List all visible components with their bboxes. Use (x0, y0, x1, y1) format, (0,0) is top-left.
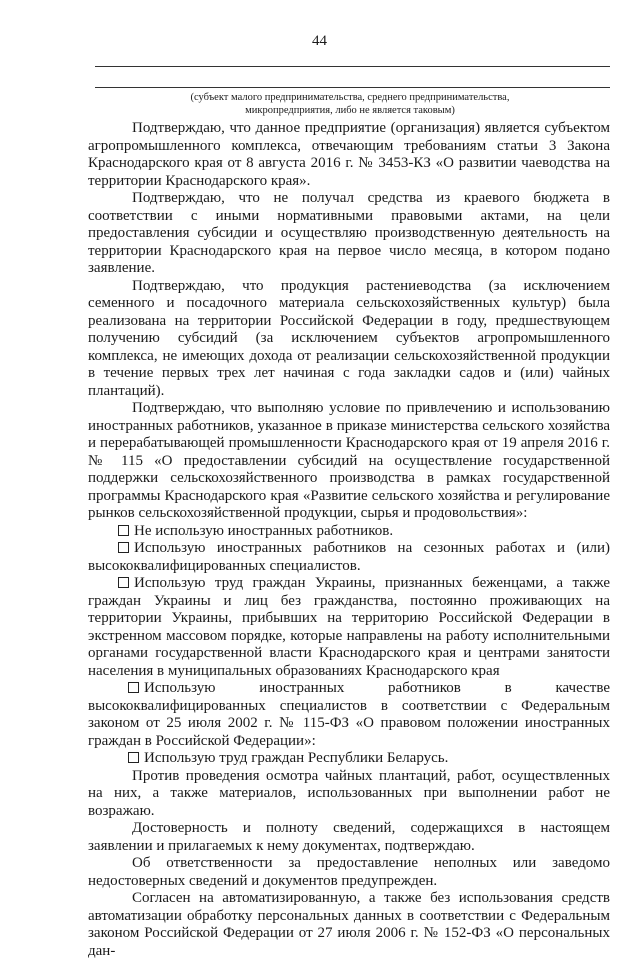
subject-caption-line: (субъект малого предпринимательства, среднего предпринимательства, (190, 92, 510, 103)
subject-caption-line: микропредприятия, либо не является таковым) (245, 105, 455, 116)
document-body (88, 120, 610, 960)
option-ukraine-citizens[interactable] (88, 575, 610, 680)
option-belarus-citizens[interactable] (88, 750, 610, 768)
paragraph-agro-subject: Подтверждаю, что данное предприятие (организация) является субъектом агропромышленного комплекса, отвечающим требованиям статьи 3 Закона Краснодарского края от 8 августа 2016 г. № 3453-КЗ «О развитии чаеводства на территории Краснодарского края». (88, 120, 610, 189)
checkbox[interactable] (118, 525, 129, 536)
paragraph-accuracy-confirmation: Достоверность и полноту сведений, содержащихся в настоящем заявлении и прилагаемых к нему документах, подтверждаю. (88, 820, 610, 854)
option-label: Использую труд граждан Украины, признанных беженцами, а также граждан Украины и лиц без гражданства, постоянно проживающих на территории Украины, прибывших на территорию Российской Федерации в экстренном массовом порядке, которые направлены на работу исполнительными органами государственной власти Краснодарского края и центрами занятости населения в муниципальных образованиях Краснодарского края (88, 575, 610, 679)
checkbox[interactable] (128, 682, 139, 693)
subject-field-line (95, 87, 610, 88)
page-number: 44 (312, 33, 327, 49)
subject-field-caption (150, 91, 550, 117)
header-rule (95, 66, 610, 67)
option-label: Использую иностранных работников на сезонных работах и (или) высококвалифицированных специалистов. (88, 540, 610, 574)
option-highly-qualified[interactable] (88, 680, 610, 750)
paragraph-responsibility-warning: Об ответственности за предоставление неполных или заведомо недостоверных сведений и документов предупрежден. (88, 855, 610, 889)
option-label: Использую иностранных работников в качестве высококвалифицированных специалистов в соответствии с Федеральным законом от 25 июля 2002 г. № 115-ФЗ «О правовом положении иностранных граждан в Российской Федерации»: (88, 680, 610, 749)
option-label: Не использую иностранных работников. (134, 522, 394, 539)
option-seasonal-workers[interactable] (88, 540, 610, 575)
paragraph-inspection-consent: Против проведения осмотра чайных плантаций, работ, осуществленных на них, а также материалов, использованных при выполнении работ не возражаю. (88, 767, 610, 819)
paragraph-personal-data-consent: Согласен на автоматизированную, а также без использования средств автоматизации обработку персональных данных в соответствии с Федеральным законом Российской Федерации от 27 июля 2006 г. № 152-ФЗ «О персональных дан- (88, 890, 610, 959)
paragraph-crop-sales: Подтверждаю, что продукция растениеводства (за исключением семенного и посадочного материала сельскохозяйственных культур) была реализована на территории Российской Федерации в году, предшествующем получению субсидий (за исключением субъектов агропромышленного комплекса, не имеющих дохода от реализации сельскохозяйственной продукции в течение первых трех лет начиная с года закладки садов и (или) чайных плантаций). (88, 277, 610, 399)
option-no-foreign-workers[interactable] (88, 523, 610, 541)
option-label: Использую труд граждан Республики Беларусь. (144, 750, 449, 766)
paragraph-foreign-workers: Подтверждаю, что выполняю условие по привлечению и использованию иностранных работников, указанное в приказе министерства сельского хозяйства и перерабатывающей промышленности Краснодарского края от 19 апреля 2016 г. № 115 «О предоставлении субсидий на осуществление государственной поддержки сельскохозяйственного производства в рамках государственной программы Краснодарского края «Развитие сельского хозяйства и регулирование рынков сельскохозяйственной продукции, сырья и продовольствия»: (88, 400, 610, 521)
paragraph-no-budget-funds: Подтверждаю, что не получал средства из краевого бюджета в соответствии с иными нормативными правовыми актами, на цели предоставления субсидии и осуществляю производственную деятельность на территории Краснодарского края на первое число месяца, в котором подано заявление. (88, 190, 610, 276)
checkbox[interactable] (118, 542, 129, 553)
checkbox[interactable] (118, 577, 129, 588)
checkbox[interactable] (128, 752, 139, 763)
